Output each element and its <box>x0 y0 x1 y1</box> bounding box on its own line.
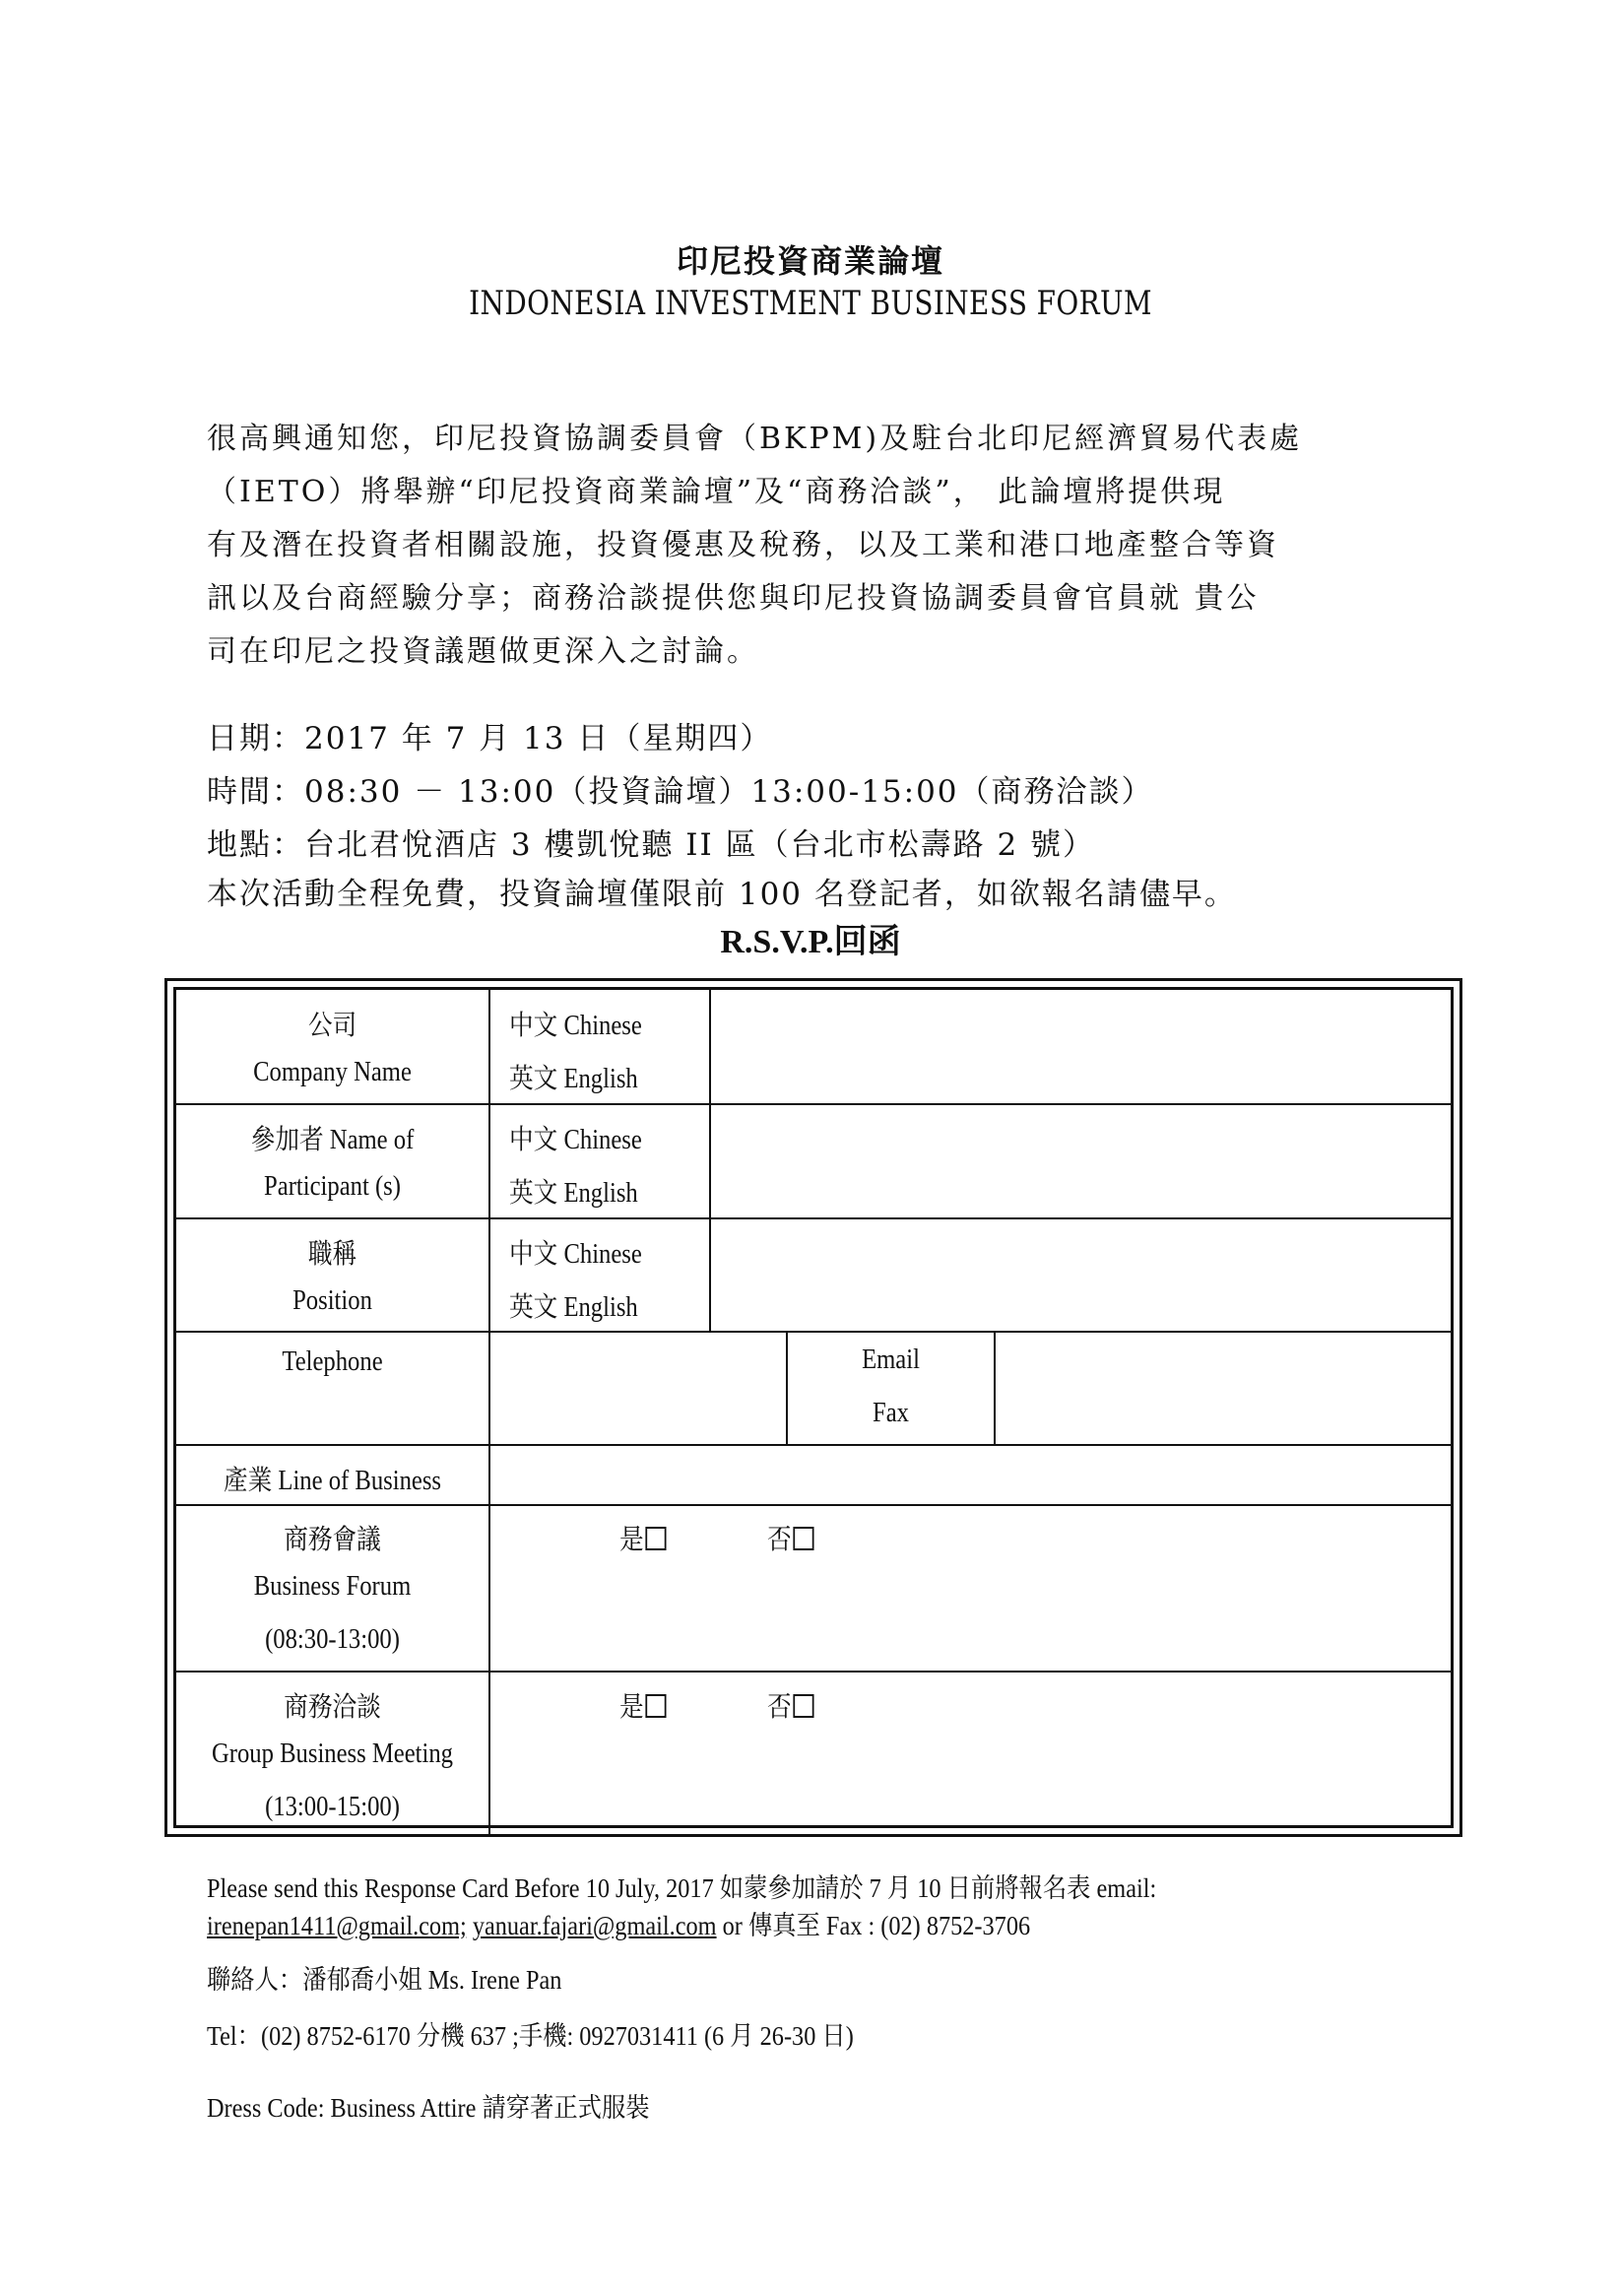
contact-person: 聯絡人：潘郁喬小姐 Ms. Irene Pan <box>207 1965 562 1995</box>
position-chinese-label: 中文 Chinese <box>509 1239 642 1270</box>
email-fax-field[interactable] <box>996 1333 1449 1444</box>
fax-label: Fax <box>873 1398 909 1428</box>
position-label-zh: 職稱 <box>307 1239 357 1270</box>
row-divider <box>176 1504 1451 1506</box>
forum-yes-label: 是 <box>619 1525 644 1555</box>
meeting-yes-option[interactable] <box>619 1685 667 1725</box>
line-of-business-label: 產業 Line of Business <box>223 1466 442 1496</box>
footer-instruction: Please send this Response Card Before 10 July, 2017 如蒙參加請於 7 月 10 日前將報名表 email: <box>207 1873 1157 1903</box>
intro-line-1: 很高興通知您，印尼投資協調委員會（BKPM)及駐台北印尼經濟貿易代表處 <box>207 422 1303 456</box>
participant-label-2: Participant (s) <box>264 1171 401 1202</box>
rsvp-title: R.S.V.P.回函 <box>720 924 901 960</box>
meeting-no-label: 否 <box>767 1692 792 1723</box>
meeting-no-option[interactable] <box>767 1685 814 1725</box>
participant-name-field[interactable] <box>711 1105 1474 1217</box>
meeting-yes-checkbox[interactable] <box>645 1694 666 1718</box>
forum-label-time: (08:30-13:00) <box>265 1624 400 1655</box>
participant-label-1: 參加者 Name of <box>250 1125 415 1155</box>
position-label-en: Position <box>292 1285 372 1316</box>
forum-label-zh: 商務會議 <box>284 1525 381 1555</box>
event-date: 日期：2017 年 7 月 13 日（星期四） <box>207 721 773 756</box>
meeting-no-checkbox[interactable] <box>793 1694 813 1718</box>
position-english-label: 英文 English <box>509 1292 638 1323</box>
dress-code: Dress Code: Business Attire 請穿著正式服裝 <box>207 2093 650 2123</box>
telephone-field[interactable] <box>490 1333 786 1444</box>
forum-yes-checkbox[interactable] <box>645 1527 666 1550</box>
intro-line-3: 有及潛在投資者相關設施，投資優惠及稅務，以及工業和港口地產整合等資 <box>207 528 1279 562</box>
participant-chinese-label: 中文 Chinese <box>509 1125 642 1155</box>
rsvp-form-inner <box>173 987 1454 1828</box>
email-link-irene[interactable]: irenepan1411@gmail.com; <box>207 1911 467 1940</box>
company-label-zh: 公司 <box>307 1011 357 1041</box>
page-title-en: INDONESIA INVESTMENT BUSINESS FORUM <box>469 284 1152 323</box>
forum-no-checkbox[interactable] <box>793 1527 813 1550</box>
page-title-zh: 印尼投資商業論壇 <box>676 242 944 280</box>
line-of-business-field[interactable] <box>490 1446 1465 1504</box>
col-divider <box>786 1331 788 1444</box>
contact-telephone: Tel：(02) 8752-6170 分機 637 ;手機: 0927031411 (6 月 26-30 日) <box>207 2021 854 2051</box>
fax-number: or 傳真至 Fax : (02) 8752-3706 <box>722 1911 1031 1940</box>
event-place: 地點：台北君悅酒店 3 樓凱悅聽 II 區（台北市松壽路 2 號） <box>207 827 1096 863</box>
company-name-field[interactable] <box>711 990 1474 1103</box>
intro-line-2: （IETO）將舉辦“印尼投資商業論壇”及“商務洽談”， 此論壇將提供現 <box>207 475 1226 509</box>
meeting-label-zh: 商務洽談 <box>284 1692 381 1723</box>
company-label-en: Company Name <box>253 1057 412 1087</box>
event-note: 本次活動全程免費，投資論壇僅限前 100 名登記者，如欲報名請儘早。 <box>207 877 1237 912</box>
event-time: 時間：08:30 － 13:00（投資論壇）13:00-15:00（商務洽談） <box>207 774 1154 810</box>
meeting-yes-label: 是 <box>619 1692 644 1723</box>
participant-english-label: 英文 English <box>509 1178 638 1209</box>
row-divider <box>176 1671 1451 1673</box>
company-chinese-label: 中文 Chinese <box>509 1011 642 1041</box>
forum-yes-option[interactable] <box>619 1518 667 1557</box>
email-link-yanuar[interactable]: yanuar.fajari@gmail.com <box>472 1911 717 1940</box>
forum-no-label: 否 <box>767 1525 792 1555</box>
email-label: Email <box>862 1345 920 1375</box>
telephone-label: Telephone <box>282 1346 383 1377</box>
meeting-label-time: (13:00-15:00) <box>265 1792 400 1822</box>
forum-label-en: Business Forum <box>253 1571 412 1602</box>
position-field[interactable] <box>711 1219 1474 1331</box>
company-english-label: 英文 English <box>509 1064 638 1094</box>
meeting-label-en: Group Business Meeting <box>211 1738 454 1769</box>
intro-line-4: 訊以及台商經驗分享；商務洽談提供您與印尼投資協調委員會官員就 貴公 <box>207 581 1260 616</box>
intro-line-5: 司在印尼之投資議題做更深入之討論。 <box>207 634 759 669</box>
rsvp-form <box>164 978 1462 1837</box>
forum-no-option[interactable] <box>767 1518 814 1557</box>
footer-contact-line <box>207 1904 1030 1942</box>
